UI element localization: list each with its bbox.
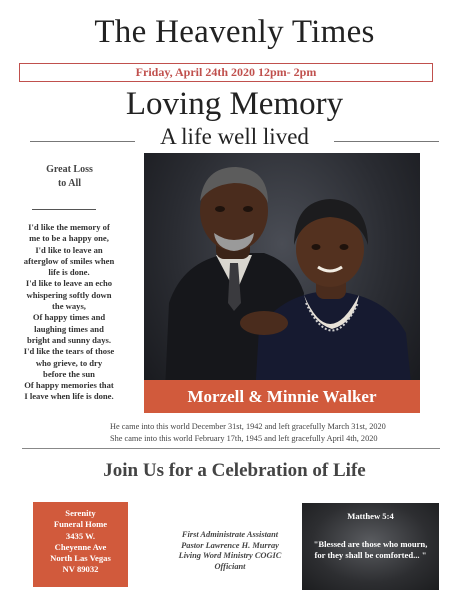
poem-line: before the sun [43,368,95,379]
life-dates [110,421,450,444]
life-dates-line: She came into this world February 17th, 1945 and left gracefully April 4th, 2020 [110,433,378,443]
poem-line: I leave when life is done. [24,391,114,402]
couple-photo [144,153,420,413]
funeral-home-line: 3435 W. [65,530,96,541]
poem-line: I'd like to leave an [35,244,103,255]
officiant-line: Pastor Lawrence H. Murray [181,540,279,550]
funeral-home-line: Serenity [65,508,96,518]
scripture-reference: Matthew 5:4 [347,511,394,521]
officiant-info [150,530,310,572]
poem-line: I'd like to leave an echo [25,278,113,289]
poem-line: the ways, [52,301,86,312]
poem-line: me to be a happy one, [29,233,109,244]
funeral-home-box [33,502,128,587]
poem-line: afterglow of smiles when [23,255,115,266]
poem-line: life is done. [48,267,90,278]
tribute-heading-line: Great Loss [46,164,93,175]
tribute-heading [22,163,117,191]
officiant-line: Living Word Ministry COGIC [178,551,282,560]
funeral-home-line: NV 89032 [62,564,99,575]
poem-line: who grieve, to dry [35,357,103,368]
poem-line: I'd like the memory of [28,222,110,232]
poem-line: I'd like the tears of those [23,346,115,357]
couple-names-banner: Morzell & Minnie Walker [144,380,420,413]
subheadline: A life well lived [160,124,309,149]
funeral-home-line: North Las Vegas [50,553,111,564]
masthead-title: The Heavenly Times [94,14,375,50]
headline: Loving Memory [125,86,344,122]
life-dates-line: He came into this world December 31st, 1942 and left gracefully March 31st, 2020 [110,422,386,431]
celebration-heading: Join Us for a Celebration of Life [103,460,366,481]
poem-line: Of happy memories that [24,380,114,391]
officiant-line: Officiant [214,561,246,571]
poem-line: laughing times and [34,323,104,334]
tribute-divider [32,209,96,210]
poem-line: bright and sunny days. [26,334,112,345]
funeral-home-line: Cheyenne Ave [54,541,107,552]
tribute-heading-line: to All [57,178,82,189]
poem [10,222,128,403]
officiant-line: First Administrate Assistant [181,530,279,539]
event-date-bar: Friday, April 24th 2020 12pm- 2pm [19,63,433,82]
scripture-quote: "Blessed are those who mourn, for they shall be comforted... " [313,539,428,561]
funeral-home-line: Funeral Home [53,519,108,530]
poem-line: Of happy times and [32,312,106,323]
divider-right [334,141,439,142]
section-divider [22,448,440,449]
poem-line: whispering softly down [26,289,112,300]
couple-illustration [144,153,420,413]
scripture-box [302,503,439,590]
